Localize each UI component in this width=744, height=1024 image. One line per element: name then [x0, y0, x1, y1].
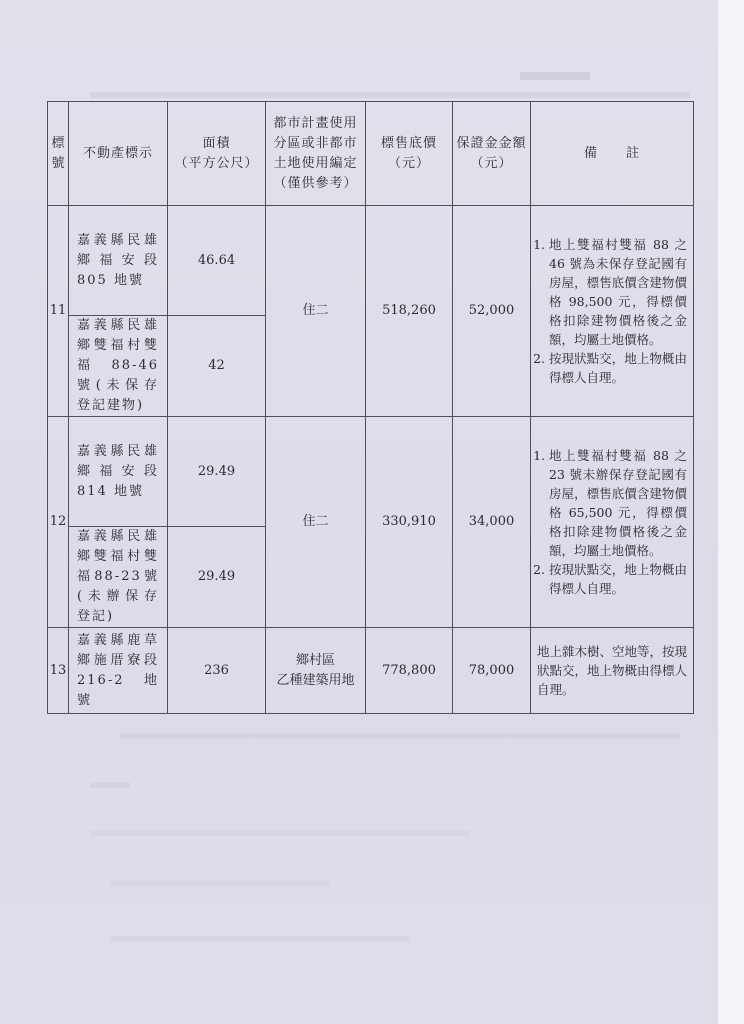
- lot-number: 13: [48, 628, 69, 714]
- parcel-area: 236: [168, 628, 266, 714]
- base-price: 330,910: [366, 417, 453, 628]
- table-row: [48, 628, 694, 714]
- header-property: 不動產標示: [69, 102, 168, 206]
- header-deposit: 保證金金額 （元）: [453, 102, 531, 206]
- header-remarks: 備 註: [531, 102, 694, 206]
- parcel-location: 嘉義縣民雄鄉福安段 805 地號: [69, 206, 168, 316]
- table-row: [48, 417, 694, 527]
- header-area: 面積 （平方公尺）: [168, 102, 266, 206]
- parcel-location: 嘉義縣鹿草鄉施厝寮段 216-2 地號: [69, 628, 168, 714]
- lot-number: 12: [48, 417, 69, 628]
- property-sale-table: [47, 101, 694, 714]
- header-zoning: 都市計畫使用 分區或非都市 土地使用編定 （僅供參考）: [266, 102, 366, 206]
- parcel-area: 29.49: [168, 527, 266, 628]
- lot-number: 11: [48, 206, 69, 417]
- zoning: 鄉村區 乙種建築用地: [266, 628, 366, 714]
- parcel-area: 42: [168, 316, 266, 417]
- remark-item: 2. 按現狀點交，地上物概由得標人自理。: [549, 349, 687, 387]
- zoning: 住二: [266, 417, 366, 628]
- remarks: [531, 417, 694, 628]
- deposit: 34,000: [453, 417, 531, 628]
- base-price: 518,260: [366, 206, 453, 417]
- base-price: 778,800: [366, 628, 453, 714]
- scan-margin: [718, 0, 744, 1024]
- remarks: 地上雜木樹、空地等，按現狀點交，地上物概由得標人自理。: [531, 628, 694, 714]
- remarks: [531, 206, 694, 417]
- remark-item: 1. 地上雙福村雙福 88 之 46 號為未保存登記國有房屋，標售底價含建物價格 98,500 元，得標價格扣除建物價格後之金額，均屬土地價格。: [549, 235, 687, 349]
- header-lot-no: 標號: [48, 102, 69, 206]
- parcel-location: 嘉義縣民雄鄉福安段 814 地號: [69, 417, 168, 527]
- deposit: 78,000: [453, 628, 531, 714]
- remark-item: 2. 按現狀點交，地上物概由得標人自理。: [549, 560, 687, 598]
- remark-item: 1. 地上雙福村雙福 88 之 23 號未辦保存登記國有房屋，標售底價含建物價格 65,500 元，得標價格扣除建物價格後之金額，均屬土地價格。: [549, 446, 687, 560]
- parcel-location: 嘉義縣民雄鄉雙福村雙福88-23號(未辦保存登記): [69, 527, 168, 628]
- parcel-area: 29.49: [168, 417, 266, 527]
- parcel-location: 嘉義縣民雄鄉雙福村雙福88-46 號(未保存登記建物): [69, 316, 168, 417]
- header-row: [48, 102, 694, 206]
- header-base-price: 標售底價 （元）: [366, 102, 453, 206]
- zoning: 住二: [266, 206, 366, 417]
- table-row: [48, 206, 694, 316]
- deposit: 52,000: [453, 206, 531, 417]
- parcel-area: 46.64: [168, 206, 266, 316]
